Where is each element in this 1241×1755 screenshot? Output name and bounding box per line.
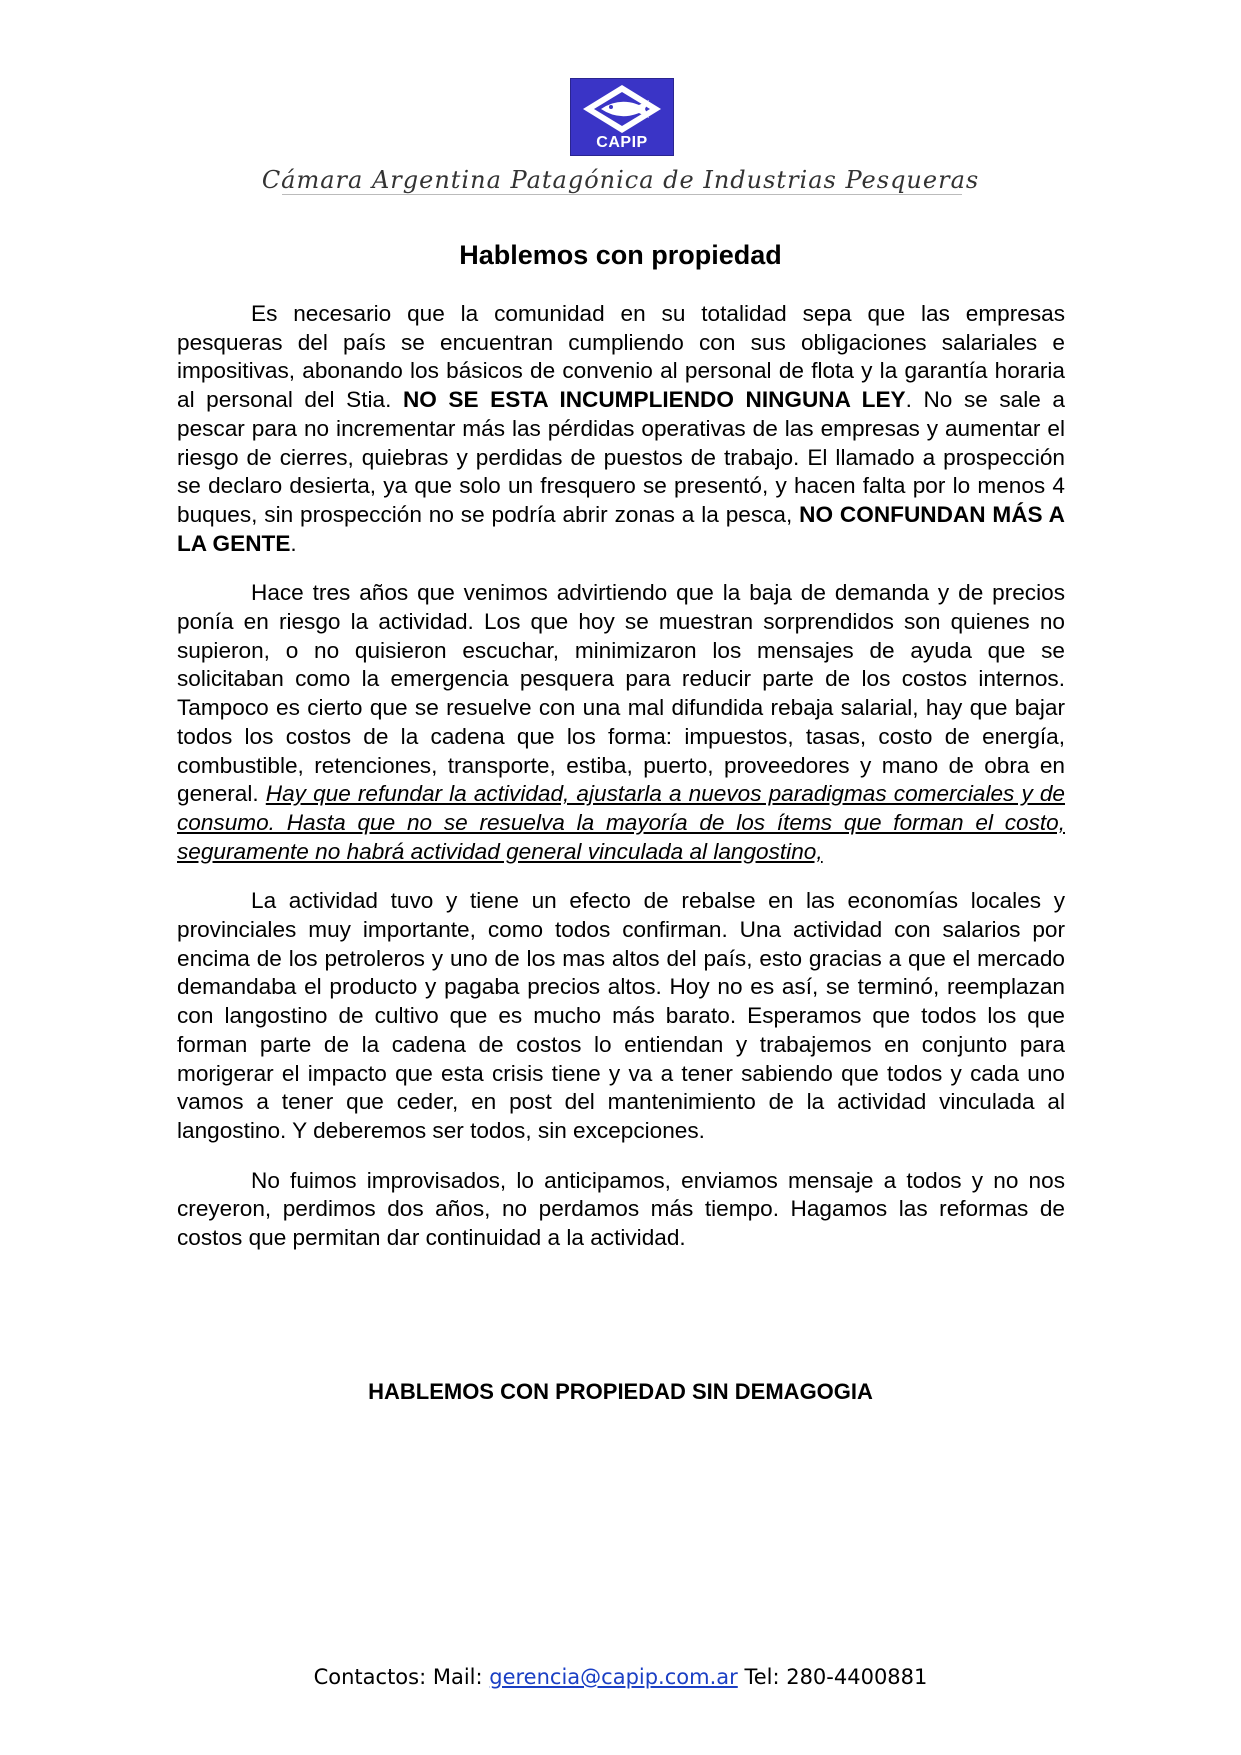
paragraph-4: No fuimos improvisados, lo anticipamos, enviamos mensaje a todos y no nos creyeron, perdimos dos años, no perdamos más tiempo. Hagamos las reformas de costos que permitan dar continuidad a la actividad. — [177, 1167, 1065, 1251]
document-title: Hablemos con propiedad — [459, 240, 782, 270]
document-body — [177, 300, 1065, 1274]
logo-text: CAPIP — [596, 134, 648, 151]
header-divider — [282, 194, 962, 195]
p1-text-e: . — [290, 530, 297, 556]
p2-underlined-statement: Hay que refundar la actividad, ajustarla a nuevos paradigmas comerciales y de consumo. Hasta que no se resuelva la mayoría de los ítems que forman el costo, seguramente no habrá actividad general vinculada al langostino, — [177, 781, 1065, 864]
footer-prefix: Contactos: Mail: — [313, 1665, 490, 1689]
fish-emblem-icon — [571, 79, 673, 139]
footer-phone: Tel: 280-4400881 — [737, 1665, 928, 1689]
p1-text-a: Es necesario que la comunidad en su totalidad sepa que las empresas pesqueras del país se encuentran cumpliendo con sus obligaciones salariales e impositivas, abonando los básicos de convenio al personal de flota y la garantía horaria al personal del Stia. — [177, 301, 1065, 413]
p1-bold-people: NO CONFUNDAN MÁS A LA GENTE — [177, 501, 1065, 556]
paragraph-2 — [177, 579, 1065, 866]
paragraph-3: La actividad tuvo y tiene un efecto de rebalse en las economías locales y provinciales muy importante, como todos confirman. Una actividad con salarios por encima de los petroleros y uno de los mas altos del país, esto gracias a que el mercado demandaba el producto y pagaba precios altos. Hoy no es así, se terminó, reemplazan con langostino de cultivo que es mucho más barato. Esperamos que todos los que forman parte de la cadena de costos lo entiendan y trabajemos en conjunto para morigerar el impacto que esta crisis tiene y va a tener sabiendo que todos y cada uno vamos a tener que ceder, en post del mantenimiento de la actividad vinculada al langostino. Y deberemos ser todos, sin excepciones. — [177, 888, 1065, 1143]
p1-text-c: . No se sale a pescar para no incrementar más las pérdidas operativas de las empresas y aumentar el riesgo de cierres, quiebras y perdidas de puestos de trabajo. El llamado a prospección se declaro desierta, ya que solo un fresquero se presentó, y hacen falta por lo menos 4 buques, sin prospección no se podría abrir zonas a la pesca, — [177, 387, 1065, 527]
paragraph-1 — [177, 300, 1065, 558]
p1-bold-law: NO SE ESTA INCUMPLIENDO NINGUNA LEY — [402, 387, 906, 413]
email-link[interactable]: gerencia@capip.com.ar — [489, 1665, 738, 1689]
p2-text-a: Hace tres años que venimos advirtiendo que la baja de demanda y de precios ponía en riesgo la actividad. Los que hoy se muestran sorprendidos son quienes no supieron, o no quisieron escuchar, minimizaron los mensajes de ayuda que se solicitaban como la emergencia pesquera para reducir parte de los costos internos. Tampoco es cierto que se resuelve con una mal difundida rebaja salarial, hay que bajar todos los costos de la cadena que los forma: impuestos, tasas, costo de energía, combustible, retenciones, transporte, estiba, puerto, proveedores y mano de obra en general. — [177, 580, 1065, 807]
capip-logo — [570, 78, 674, 156]
contact-footer — [0, 1665, 1241, 1689]
closing-statement: HABLEMOS CON PROPIEDAD SIN DEMAGOGIA — [368, 1379, 873, 1404]
organization-name: Cámara Argentina Patagónica de Industrias Pesqueras — [261, 166, 980, 194]
